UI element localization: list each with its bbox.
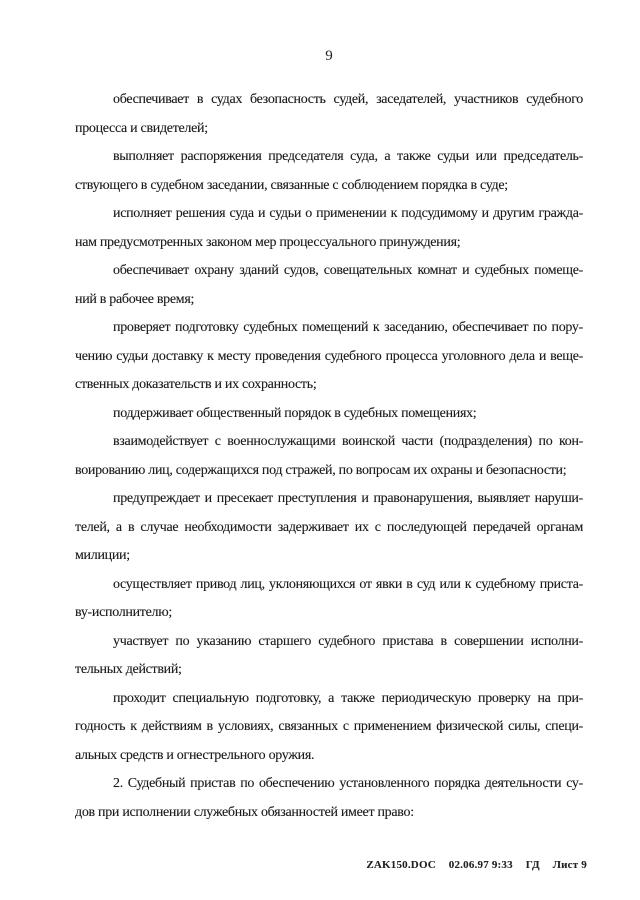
text-line: ственных доказательств и их сохранность;: [75, 377, 317, 392]
paragraph: [75, 143, 583, 200]
paragraph: [75, 770, 583, 827]
footer-filename: ZAK150.DOC: [366, 859, 436, 871]
text-line: нам предусмотренных законом мер процессуального принуждения;: [75, 234, 461, 250]
text-line: ву-исполнителю;: [75, 605, 172, 620]
text-line: проходит специальную подготовку, а также периодическую проверку на при-: [113, 690, 583, 706]
text-line: проверяет подготовку судебных помещений к заседанию, обеспечивает по пору-: [113, 320, 583, 335]
text-line: взаимодействует с военнослужащими воинской части (подразделения) по кон-: [113, 434, 583, 449]
text-line: обеспечивает в судах безопасность судей, заседателей, участников судебного: [113, 92, 583, 107]
footer-org: ГД: [525, 859, 540, 871]
text-line: обеспечивает охрану зданий судов, совещательных комнат и судебных помеще-: [113, 263, 583, 278]
text-line: ний в рабочее время;: [75, 291, 195, 307]
footer-datetime: 02.06.97 9:33: [448, 859, 513, 871]
text-line: процесса и свидетелей;: [75, 120, 208, 136]
text-line: воированию лиц, содержащихся под стражей, по вопросам их охраны и безопасности;: [75, 462, 567, 478]
text-line: ствующего в судебном заседании, связанные с соблюдением порядка в суде;: [75, 177, 508, 193]
document-body: [75, 86, 583, 827]
footer-sheet: Лист 9: [552, 859, 587, 871]
paragraph: [75, 400, 583, 429]
text-line: предупреждает и пресекает преступления и правонарушения, выявляет наруши-: [113, 491, 583, 506]
paragraph: [75, 200, 583, 257]
text-line: телей, а в случае необходимости задерживает их с последующей передачей органам: [75, 519, 583, 535]
paragraph: [75, 485, 583, 571]
text-line: выполняет распоряжения председателя суда, а также судьи или председатель-: [113, 149, 583, 164]
text-line: дов при исполнении служебных обязанностей имеет право:: [75, 804, 414, 820]
footer-stamp: [366, 859, 587, 871]
paragraph: [75, 685, 583, 771]
text-line: 2. Судебный пристав по обеспечению установленного порядка деятельности су-: [113, 776, 583, 791]
paragraph: [75, 86, 583, 143]
text-line: тельных действий;: [75, 662, 182, 677]
text-line: участвует по указанию старшего судебного пристава в совершении исполни-: [113, 633, 583, 649]
paragraph: [75, 314, 583, 400]
text-line: милиции;: [75, 548, 130, 563]
text-line: чению судьи доставку к месту проведения судебного процесса уголовного дела и веще-: [75, 348, 583, 364]
page-number: 9: [325, 48, 333, 64]
paragraph: [75, 571, 583, 628]
text-line: осуществляет привод лиц, уклоняющихся от явки в суд или к судебному приста-: [113, 576, 583, 592]
text-line: альных средств и огнестрельного оружия.: [75, 747, 315, 763]
text-line: годность к действиям в условиях, связанных с применением физической силы, специ-: [75, 719, 583, 734]
paragraph: [75, 257, 583, 314]
paragraph: [75, 428, 583, 485]
text-line: поддерживает общественный порядок в судебных помещениях;: [113, 405, 477, 421]
text-line: исполняет решения суда и судьи о применении к подсудимому и другим гражда-: [113, 206, 583, 221]
paragraph: [75, 628, 583, 685]
